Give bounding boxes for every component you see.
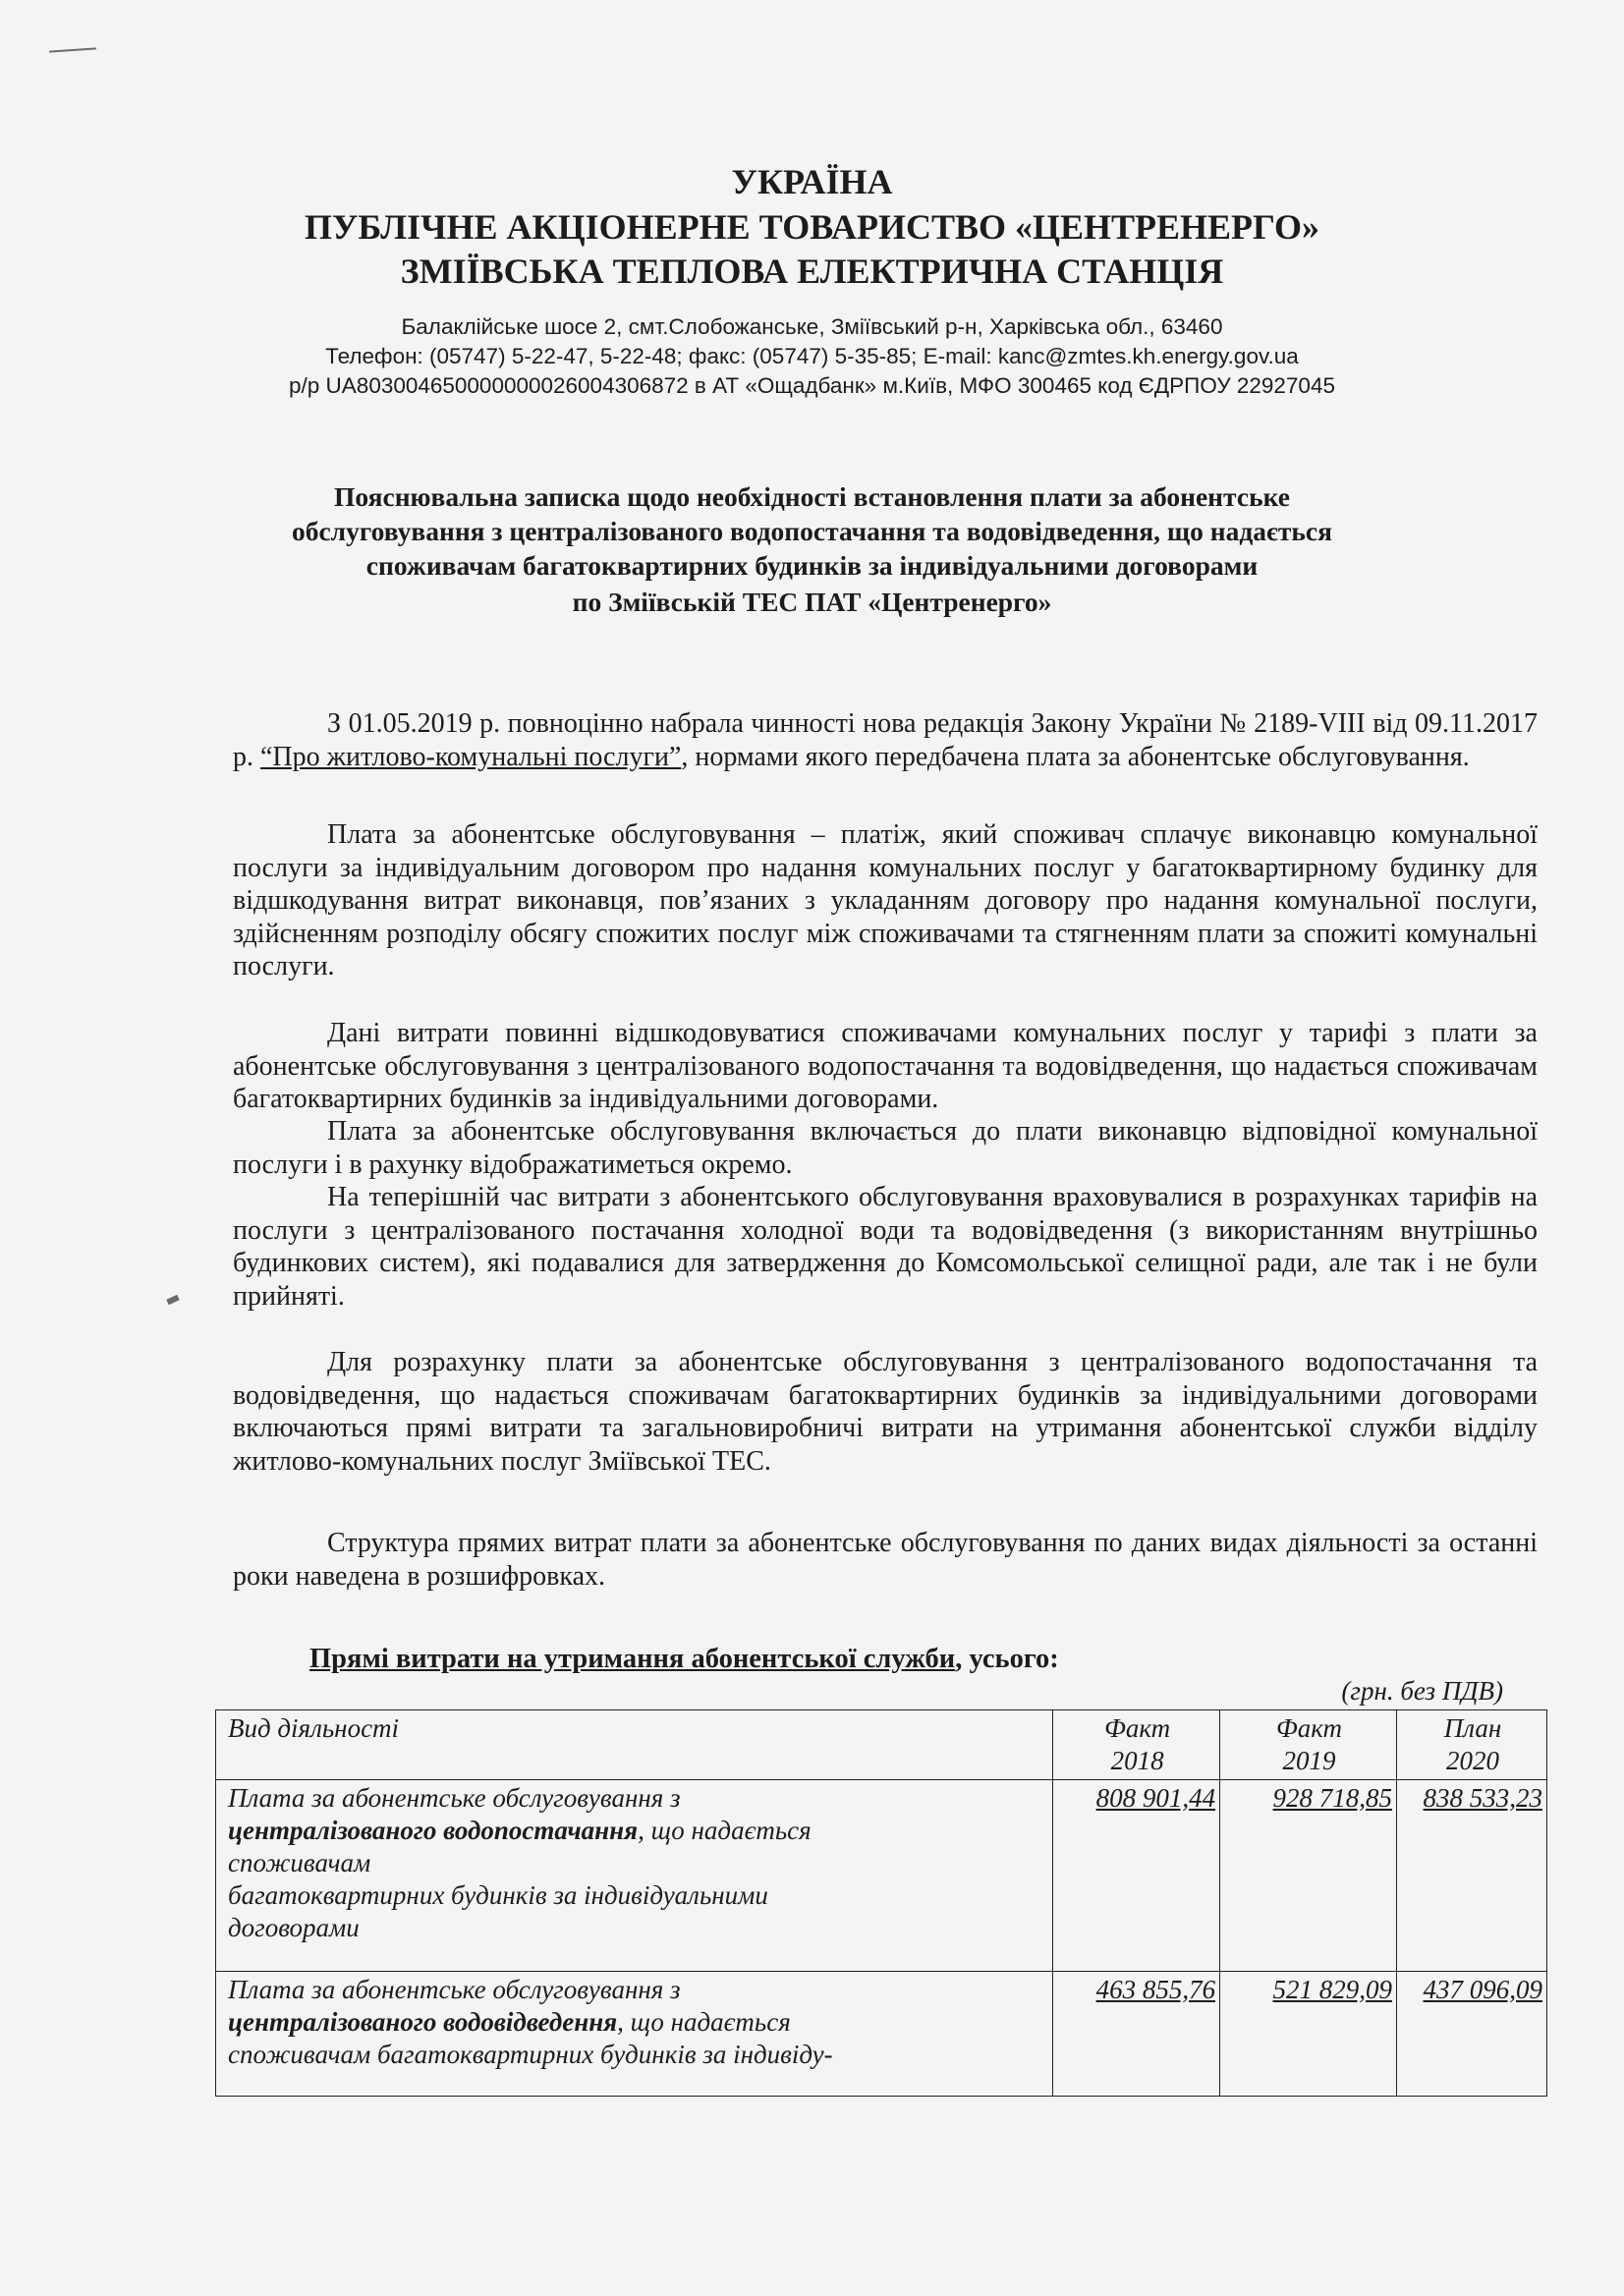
scan-mark <box>166 1295 179 1306</box>
scan-mark <box>49 47 96 52</box>
letterhead-bank: р/р UA803004650000000026004306872 в АТ «Ощадбанк» м.Київ, МФО 300465 код ЄДРПОУ 22927045 <box>289 373 1335 398</box>
value-2020: 838 533,23 <box>1397 1780 1547 1972</box>
unit-label: (грн. без ПДВ) <box>1341 1676 1503 1706</box>
law-title-link[interactable]: “Про житлово-комунальні послуги” <box>260 741 682 772</box>
header-fact-2018: Факт 2018 <box>1053 1710 1220 1780</box>
paragraph-costs <box>233 1017 1538 1116</box>
section-title-rest: , усього: <box>955 1644 1059 1674</box>
section-title-underlined: Прямі витрати на утримання абонентської служби <box>309 1644 956 1674</box>
letterhead-address: Балаклійське шосе 2, смт.Слобожанське, Зміївський р-н, Харківська обл., 63460 <box>401 314 1223 339</box>
row-description: Плата за абонентське обслуговування з централізованого водовідведення, що надається споживачам багатоквартирних будинків за індивіду- <box>216 1972 1053 2097</box>
paragraph-definition-text: Плата за абонентське обслуговування – платіж, який споживач сплачує виконавцю комунальної послуги за індивідуальним договором про надання комунальних послуг у багатоквартирному будинку для відшкодування витрат виконавця, пов’язаних з укладанням договору про надання комунальної послуги, здійсненням розподілу обсягу спожитих послуг між споживачами та стягненням плати за спожиті комунальні послуги. <box>233 819 1538 981</box>
table-header-row <box>216 1710 1547 1780</box>
table-row <box>216 1780 1547 1972</box>
paragraph-structure-text: Структура прямих витрат плати за абонентське обслуговування по даних видах діяльності за останні роки наведена в розшифровках. <box>233 1528 1538 1592</box>
paragraph-tariffs <box>233 1181 1538 1313</box>
letterhead-phones: Телефон: (05747) 5-22-47, 5-22-48; факс: (05747) 5-35-85; E-mail: kanc@zmtes.kh.energy.gov.ua <box>325 344 1299 368</box>
paragraph-structure <box>233 1527 1538 1593</box>
costs-table <box>215 1709 1547 2097</box>
note-title-line-1: Пояснювальна записка щодо необхідності встановлення плати за абонентське <box>334 481 1290 512</box>
header-fact-2019: Факт 2019 <box>1220 1710 1397 1780</box>
row-description: Плата за абонентське обслуговування з централізованого водопостачання, що надається споживачам багатоквартирних будинків за індивідуальними договорами <box>216 1780 1053 1972</box>
paragraph-law <box>233 707 1538 773</box>
paragraph-billing <box>233 1115 1538 1181</box>
note-title-line-2: обслуговування з централізованого водопостачання та водовідведення, що надається <box>291 516 1333 546</box>
paragraph-definition <box>233 818 1538 983</box>
value-2019: 928 718,85 <box>1220 1780 1397 1972</box>
section-title <box>309 1643 1059 1676</box>
value-2019: 521 829,09 <box>1220 1972 1397 2097</box>
header-activity: Вид діяльності <box>216 1710 1053 1780</box>
value-2018: 463 855,76 <box>1053 1972 1220 2097</box>
value-2018: 808 901,44 <box>1053 1780 1220 1972</box>
letterhead-plant: ЗМІЇВСЬКА ТЕПЛОВА ЕЛЕКТРИЧНА СТАНЦІЯ <box>400 252 1224 291</box>
paragraph-costs-text: Дані витрати повинні відшкодовуватися споживачами комунальних послуг у тарифі з плати за абонентське обслуговування з централізованого водопостачання та водовідведення, що надається споживачам багатоквартирних будинків за індивідуальними договорами. <box>233 1018 1538 1114</box>
header-plan-2020: План 2020 <box>1397 1710 1547 1780</box>
paragraph-tariffs-text: На теперішній час витрати з абонентського обслуговування враховувалися в розрахунках тарифів на послуги з централізованого постачання холодної води та водовідведення (з використанням внутрішньо будинкових систем), які подавалися для затвердження до Комсомольської селищної ради, але так і не були прийняті. <box>233 1182 1538 1312</box>
note-title-line-3: споживачам багатоквартирних будинків за індивідуальними договорами <box>365 550 1259 581</box>
table-row <box>216 1972 1547 2097</box>
paragraph-calculation-text: Для розрахунку плати за абонентське обслуговування з централізованого водопостачання та водовідведення, що надається споживачам багатоквартирних будинків за індивідуальними договорами включаються прямі витрати та загальновиробничі витрати на утримання абонентської служби відділу житлово-комунальних послуг Зміївської ТЕС. <box>233 1347 1538 1477</box>
letterhead-country: УКРАЇНА <box>731 162 893 201</box>
note-title-line-4: по Зміївській ТЕС ПАТ «Центренерго» <box>572 587 1052 617</box>
paragraph-billing-text: Плата за абонентське обслуговування включається до плати виконавцю відповідної комунальної послуги і в рахунку відображатиметься окремо. <box>233 1116 1538 1180</box>
paragraph-calculation <box>233 1346 1538 1478</box>
paragraph-law-text-b: , нормами якого передбачена плата за абонентське обслуговування. <box>681 741 1470 772</box>
paragraph-law-text-a: З 01.05.2019 р. повноцінно набрала чинності нова редакція Закону України № 2189-VIII від 09.11.2017 р. <box>233 708 1538 772</box>
letterhead-company: ПУБЛІЧНЕ АКЦІОНЕРНЕ ТОВАРИСТВО «ЦЕНТРЕНЕРГО» <box>304 207 1320 247</box>
value-2020: 437 096,09 <box>1397 1972 1547 2097</box>
